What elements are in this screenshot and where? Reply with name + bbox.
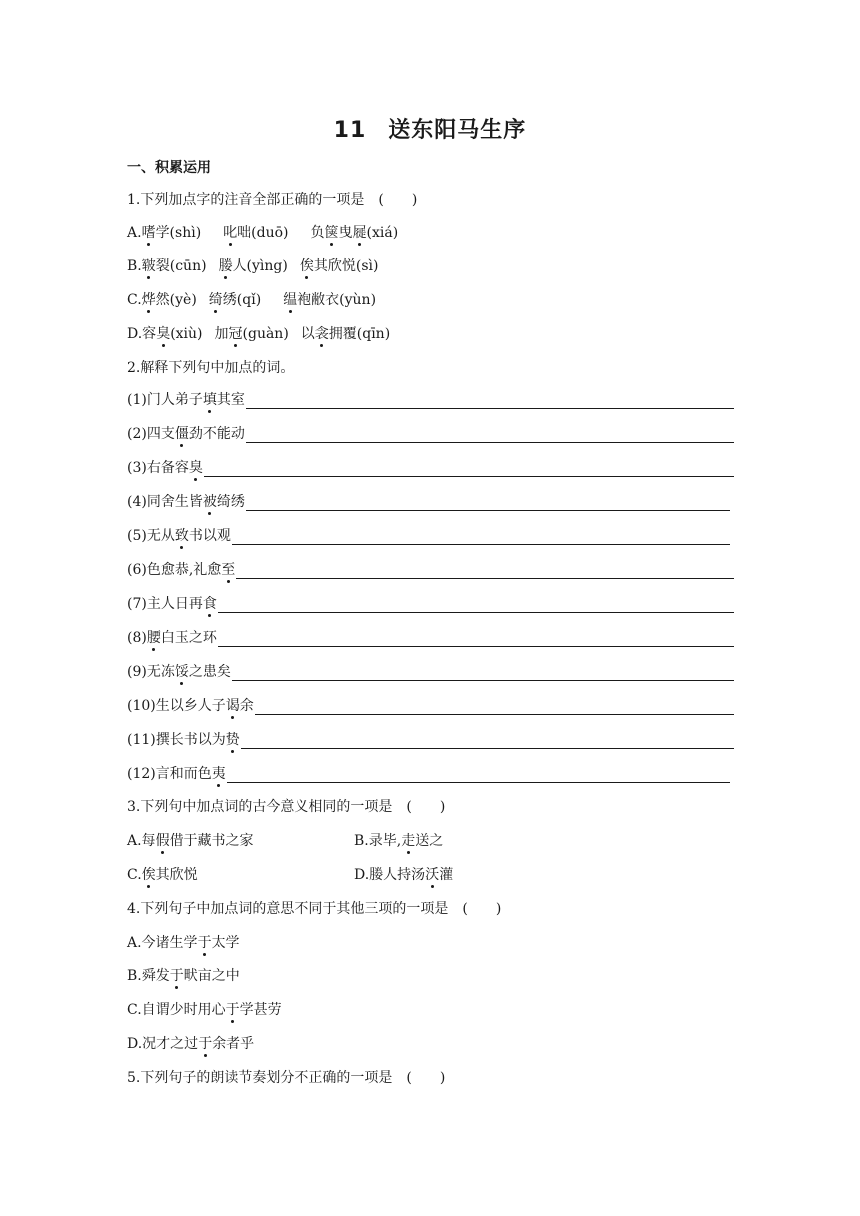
page-title — [0, 113, 860, 144]
q3-stem: 3.下列句中加点词的古今意义相同的一项是 ( ) — [127, 799, 446, 815]
answer-blank[interactable] — [246, 426, 734, 443]
q4-stem: 4.下列句子中加点词的意思不同于其他三项的一项是 ( ) — [127, 901, 502, 917]
q4-option-b: B.舜发于畎亩之中 — [127, 968, 240, 984]
lesson-title: 送东阳马生序 — [388, 118, 527, 143]
q1-option-c: C.烨然(yè) 绮绣(qǐ) 缊袍敝衣(yùn) — [127, 292, 377, 308]
q3-option-b: B.录毕,走送之 — [354, 833, 444, 849]
answer-blank[interactable] — [218, 596, 734, 613]
answer-blank[interactable] — [241, 732, 734, 749]
q5-stem: 5.下列句子的朗读节奏划分不正确的一项是 ( ) — [127, 1070, 446, 1086]
answer-blank[interactable] — [236, 562, 734, 579]
q2-item-8: (8)腰白玉之环 — [127, 629, 734, 647]
q1-option-d: D.容臭(xiù) 加冠(guàn) 以衾拥覆(qīn) — [127, 326, 391, 342]
lesson-number: 11 — [333, 118, 367, 143]
answer-blank[interactable] — [227, 766, 730, 783]
answer-blank[interactable] — [218, 630, 734, 647]
q2-item-7: (7)主人日再食 — [127, 595, 734, 613]
section-heading: 一、积累运用 — [127, 160, 211, 176]
q4-option-a: A.今诸生学于太学 — [127, 935, 240, 951]
q2-item-5: (5)无从致书以观 — [127, 527, 730, 545]
q3-option-d: D.媵人持汤沃灌 — [354, 867, 454, 883]
q2-item-11: (11)撰长书以为贽 — [127, 731, 734, 749]
answer-blank[interactable] — [232, 664, 734, 681]
answer-blank[interactable] — [246, 494, 730, 511]
q2-stem: 2.解释下列句中加点的词。 — [127, 360, 295, 376]
q2-item-1: (1)门人弟子填其室 — [127, 391, 734, 409]
q2-item-12: (12)言和而色夷 — [127, 765, 730, 783]
q3-option-a: A.每假借于藏书之家 — [127, 833, 254, 849]
answer-blank[interactable] — [246, 392, 734, 409]
q2-item-2: (2)四支僵劲不能动 — [127, 425, 734, 443]
q3-option-c: C.俟其欣悦 — [127, 867, 198, 883]
answer-blank[interactable] — [255, 698, 734, 715]
answer-blank[interactable] — [232, 528, 730, 545]
q4-option-d: D.况才之过于余者乎 — [127, 1036, 255, 1052]
q2-item-3: (3)右备容臭 — [127, 459, 734, 477]
q2-item-4: (4)同舍生皆被绮绣 — [127, 493, 730, 511]
q2-item-6: (6)色愈恭,礼愈至 — [127, 561, 734, 579]
answer-blank[interactable] — [204, 460, 734, 477]
q2-item-10: (10)生以乡人子谒余 — [127, 697, 734, 715]
q4-option-c: C.自谓少时用心于学甚劳 — [127, 1002, 282, 1018]
q2-item-9: (9)无冻馁之患矣 — [127, 663, 734, 681]
q1-option-a: A.嗜学(shì) 叱咄(duō) 负箧曳屣(xiá) — [127, 225, 399, 241]
q1-stem: 1.下列加点字的注音全部正确的一项是 ( ) — [127, 192, 418, 208]
q1-option-b: B.皲裂(cūn) 媵人(yìng) 俟其欣悦(sì) — [127, 258, 379, 274]
